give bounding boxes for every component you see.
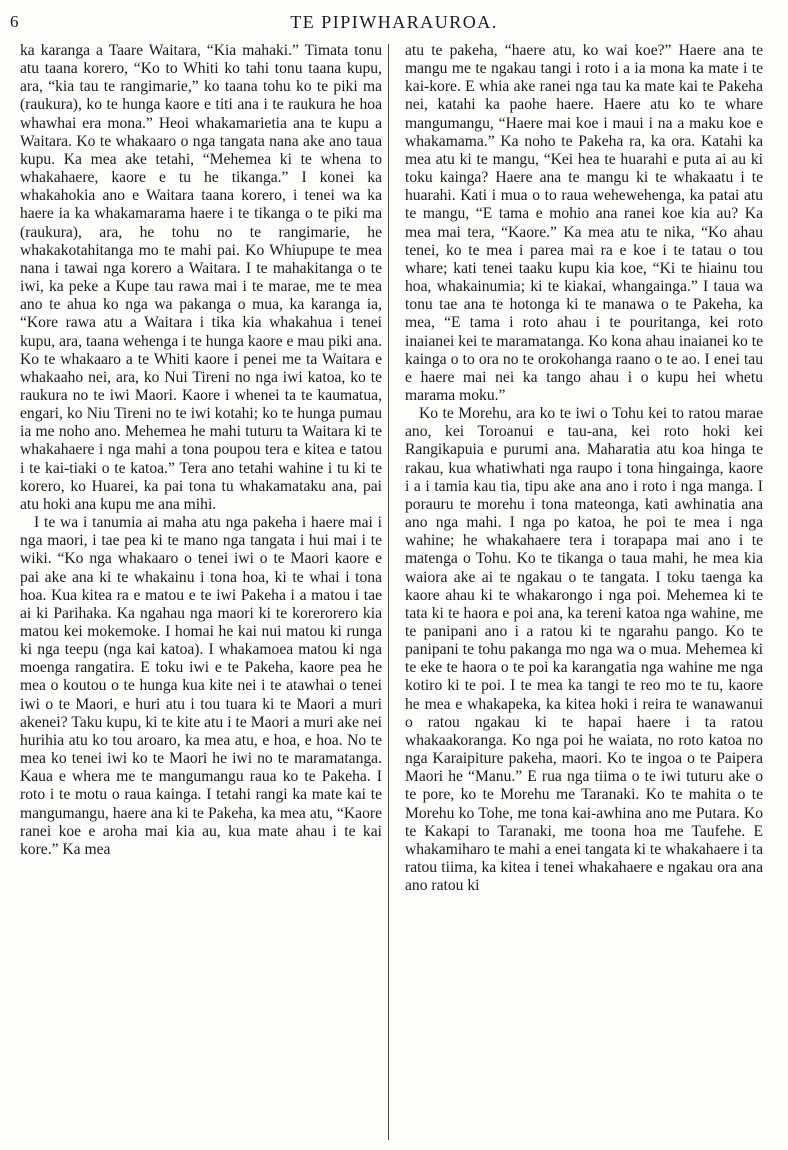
column-divider xyxy=(388,44,389,1140)
article-paragraph: atu te pakeha, “haere atu, ko wai koe?” Haere ana te mangu me te ngakau tangi i roto i a ia mona ka mate i te kai-kore. E whia ake ranei nga tau ka mate kai te Pakeha nei, katahi ka paohe haere. Haere atu ko te whare mangumangu, “Haere mai koe i maui i na a maku koe e whakamama.” Ka noho te Pakeha ra, ka ora. Katahi ka mea atu ki te mangu, “Kei hea te huarahi e puta ai au ki toku kainga? Haere ana te mangu ki te whakaatu i te huarahi. Kati i mua o to raua wehewehenga, ka patai atu te mangu, “E tama e mohio ana ranei koe kia au? Ka mea mai tera, “Kaore.” Ka mea atu te nika, “Ko ahau tenei, ko te mea i parea mai ra e koe i te tatau o tou whare; kati tenei taaku kupu kia koe, “Ki te hiainu tou hoa, whakainumia; ki te kiakai, whangainga.” I taua wa tonu tae ana te hotonga ki te manawa o te Pakeha, ka mea, “E tama i roto ahau i te pouritanga, kei roto inaianei kei te maramatanga. Ko kona ahau inaianei ko te kainga o to ora no te orokohanga raano o te ao. I enei tau e haere mai nei ka tango ahau i o kupu hei whetu marama moku.” xyxy=(405,42,763,404)
publication-title: TE PIPIWHARAUROA. xyxy=(290,12,498,32)
left-column xyxy=(20,42,382,859)
article-paragraph: Ko te Morehu, ara ko te iwi o Tohu kei to ratou marae ano, kei Toroanui e tau-ana, kei roto hoki kei Rangikapuia e purumi ana. Maharatia atu koa hinga te rakau, kua whatiwhati nga raupo i tona hingainga, kaore i a i tamia kau tia, tipu ake ana ano i roto i nga manga. I porauru te morehu i tona mateonga, kati awhinatia ana ano nga mahi. I nga po katoa, he poi te mea i nga wahine; he whakahaere tera i torapapa mai ano i te matenga o Tohu. Ko te tikanga o taua mahi, he mea kia waiora ake ai te ngakau o te tangata. I toku taenga ka kaore ahau ki te whakarongo i nga poi. Mehemea ki te tata ki te haora e poi ana, ka tereni katoa nga wahine, me te panipani ano i a ratou ki te ngarahu pango. Ko te panipani te tohu pakanga mo nga wa o mua. Mehemea ki te eke te haora o te poi ka karangatia nga wahine me nga kotiro ki te poi. I te mea ka tangi te reo mo te tu, kaore he mea e whakapeka, ka kitea hoki i reira te wanawanui o ratou ngakau ki te hapai haere i ta ratou whakaakoranga. Ko nga poi he waiata, no roto katoa no nga Karaipiture pakeha, maori. Ko te ingoa o te Paipera Maori he “Manu.” E rua nga tiima o te iwi tuturu ake o te pore, ko te Morehu me Taranaki. Ko te mahita o te Morehu ko Tohe, me tona kai-awhina ano me Putara. Ko te Kakapi to Taranaki, me toona hoa me Taufehe. E whakamiharo te mahi a enei tangata ki te whakahaere i ta ratou tiima, ka kitea i tenei whakahaere e ngakau ora ana ano ratou ki xyxy=(405,405,763,895)
page-number: 6 xyxy=(10,12,19,31)
page-header xyxy=(0,8,788,38)
right-column xyxy=(405,42,763,895)
article-paragraph: ka karanga a Taare Waitara, “Kia mahaki.” Timata tonu atu taana korero, “Ko to Whiti ko tahi tonu taana kupu, ara, “kia tau te rangimarie,” ko taana tohu ko te piki ma (raukura), ko te hunga kaore e titi ana i te raukura he hoa whawhai era mona.” Heoi whakamarietia ana te kupu a Waitara. Ko te whakaaro o nga tangata nana ake ano taua kupu. Ka mea ake tetahi, “Mehemea ki te whena to whakahaere, kaore e tu he tikanga.” I konei ka whakahokia ano e Waitara taana korero, i tenei wa ka haere ia ka whakamarama haere i te tikanga o te piki ma (raukura), ara, he tohu no te rangimarie, he whakakotahitanga mo te mahi pai. Ko Whiupupe te mea nana i tawai nga korero a Waitara. I te mahakitanga o te iwi, ka peke a Kupe tau rawa mai i te marae, me te mea ano te ahua ko nga wa pakanga o mua, ka karanga ia, “Kore rawa atu a Waitara i tika kia whakahua i tenei kupu, ara, taana wehenga i te hunga kaore e mau piki ana. Ko te whakaaro a te Whiti kaore i penei me ta Waitara e whakaaho nei, ara, ko Nui Tireni no nga iwi katoa, ko te raukura no te iwi Maori. Kaore i whenei ta te kaumatua, engari, ko Niu Tireni no te iwi kotahi; ko te hunga pumau ia me noho ano. Mehemea he mahi tuturu ta Waitara ki te whakahaere i nga mahi a tona poupou tera e kitea e tatou i te kai-tiaki o te katoa.” Tera ano tetahi wahine i tu ki te korero, ko Huarei, ka pai tona tu whakamataku ana, pai atu hoki ana kupu me ana mihi. xyxy=(20,42,382,513)
article-paragraph: I te wa i tanumia ai maha atu nga pakeha i haere mai i nga maori, i tae pea ki te mano nga tangata i hui mai i te wiki. “Ko nga whakaaro o tenei iwi o te Maori kaore e pai ake ana ki te whakainu i tona hoa, ki te whai i tona hoa. Kua kitea ra e matou e te iwi Pakeha i a matou i tae ai ki Parihaka. Ka ngahau nga maori ki te korerorero kia matou kei mokemoke. I homai he kai nui matou ki runga ki nga teepu (nga kai katoa). I whakamoea matou ki nga moenga rangatira. E toku iwi e te Pakeha, kaore pea he mea o koutou o te hunga kua kite nei i te atawhai o tenei iwi o te Maori, e huri atu i tou tuara ki te Maori a muri akenei? Taku kupu, ki te kite atu i te Maori a muri ake nei hurihia atu ko tou aroaro, ka mea atu, e hoa, e hoa. No te mea ko tenei iwi ko te Maori he iwi no te maramatanga. Kaua e whera me te mangumangu raua ko te Pakeha. I roto i te motu o raua kainga. I tetahi rangi ka mate kai te mangumangu, haere ana ki te Pakeha, ka mea atu, “Kaore ranei koe e aroha mai kia au, kua mate ahau i te kai kore.” Ka mea xyxy=(20,514,382,858)
